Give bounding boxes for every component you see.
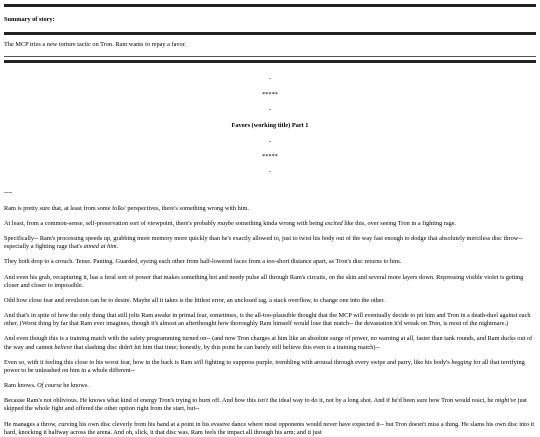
- separator-stars: *****: [262, 90, 278, 98]
- emphasized-text: excited: [324, 219, 343, 227]
- paragraph-text: And that's in spite of how the only thing that still jolts Ram awake in primal fear, sometimes, is the all-too-plausible thought that the MCP will eventually decide to pit him and Tron in a death-duel against each other. (Worst thing by far that Ram ever imagines, though it's almost an afterthought how thoroughly Ram himself would lose that match-- the devastation it'd wreak on: [4, 312, 531, 328]
- story-body: [4, 205, 536, 437]
- paragraph-text: something kinda wrong with being: [233, 219, 325, 227]
- summary-label: Summary of story:: [4, 16, 55, 23]
- paragraph-text: , is most of the nightmare.): [440, 320, 509, 328]
- paragraph-text: Because Ram's not oblivious. He knows what kind of energy Tron's trying to burn off. And how this: [4, 397, 258, 405]
- emphasized-text: might've: [494, 397, 517, 405]
- emphasized-text: believe: [54, 343, 73, 351]
- separator-stars: *****: [262, 153, 278, 161]
- story-paragraph: [4, 397, 536, 413]
- story-paragraph: [4, 382, 536, 390]
- paragraph-text: Specifically-- Ram's processing speeds up, grabbing more memory more quickly than he's exactly allowed to, just to twist his body out of the way fast enough to dodge that absolutely merciless disc throw-- especially a fighting rage that's: [4, 235, 523, 251]
- separator-dash: -: [268, 75, 272, 83]
- story-paragraph: [4, 335, 536, 351]
- top-rule: [4, 4, 536, 7]
- paragraph-text: like this, over seeing Tron in a fighting rage.: [342, 219, 457, 227]
- story-paragraph: [4, 235, 536, 251]
- emphasized-text: begging: [451, 358, 472, 366]
- paragraph-text: He manages a throw, curving his own disc cleverly from his hand at a point in his evasive dance where most opponents would never have expected it-- but Tron doesn't miss a thing. He slams his own disc into it hard, knocking it halfway across the arena. And oh, slick, it that disc was. Ram feels the impact all through his arm; and it just: [4, 420, 535, 436]
- paragraph-text: fighting to suppress purple, trembling with arousal through every swipe and parry, like his body's: [203, 358, 452, 366]
- story-paragraph: [4, 258, 536, 266]
- story-paragraph: [4, 312, 536, 328]
- emphasized-text: isn't: [257, 397, 269, 405]
- paragraph-text: he knows.: [61, 382, 89, 390]
- story-paragraph: [4, 359, 536, 375]
- paragraph-text: And even though this is a training match with the safety programming turned on-- (and now Tron charges at him like an absolute surge of power, no warning at all, faster than tank rounds, and Ram ducks out of the way and cannot: [4, 335, 533, 351]
- story-paragraph: [4, 274, 536, 290]
- paragraph-text: for all that terrifying power to be unleashed on him in a whole different--: [4, 358, 525, 374]
- paragraph-text: the ideal way to do it, not by a long shot. And if he'd been sure how Tron would react, he: [268, 397, 495, 405]
- paragraph-text: a training match)--: [330, 343, 380, 351]
- paragraph-text: just skipped the whole fight and offered the other option right from the start, but--: [4, 397, 527, 413]
- story-title: Favors (working title) Part 1: [231, 121, 309, 129]
- paragraph-text: At least, from a common-sense, self-preservation sort of viewpoint, there's probably: [4, 219, 218, 227]
- paragraph-text: Odd how close fear and revulsion can be to desire. Maybe all it takes is the littlest error, an unclosed tag, a stack overflow, to change one into the other.: [4, 296, 385, 304]
- summary-bottom-thick-rule: [4, 60, 536, 63]
- paragraph-text: They both drop to a crouch. Tense. Panting. Guarded, eyeing each other from half-lowered faces from a too-short distance apart, as Tron's disc returns to him.: [4, 258, 402, 266]
- separator-dash: -: [268, 168, 272, 176]
- emphasized-text: still: [193, 358, 204, 366]
- story-paragraph: [4, 205, 536, 213]
- story-paragraph: [4, 297, 536, 305]
- emphasized-text: maybe: [217, 219, 234, 227]
- paragraph-text: Ram knows.: [4, 382, 38, 390]
- summary-rule: [4, 32, 536, 35]
- text-divider: ----: [4, 188, 13, 196]
- separator-dash: -: [268, 105, 272, 113]
- emphasized-text: Of course: [37, 382, 62, 390]
- paragraph-text: And even his grab, recapturing it, has a feral sort of power that makes something hot and needy pulse all through Ram's circuits, on the skin and several more layers down. Repressing visible violet is getting closer and closer to impossible.: [4, 273, 524, 289]
- paragraph-text: that slashing disc didn't hit him that time; honestly, by this point he can barely still believe this even: [72, 343, 327, 351]
- story-paragraph: [4, 421, 536, 437]
- paragraph-text: .: [116, 243, 119, 251]
- emphasized-text: Tron: [428, 320, 441, 328]
- emphasized-text: aimed at him: [83, 243, 117, 251]
- separator-dash: -: [268, 138, 272, 146]
- summary-text: The MCP tries a new torture tactic on Tron. Ram wants to repay a favor.: [4, 41, 186, 49]
- emphasized-text: is: [326, 343, 331, 351]
- paragraph-text: Even so, with it feeling this close to his worst fear, how in the back is Ram: [4, 358, 194, 366]
- paragraph-text: Ram is pretty sure that, at least from some folks' perspectives, there's something wrong with him.: [4, 204, 250, 212]
- story-paragraph: [4, 220, 536, 228]
